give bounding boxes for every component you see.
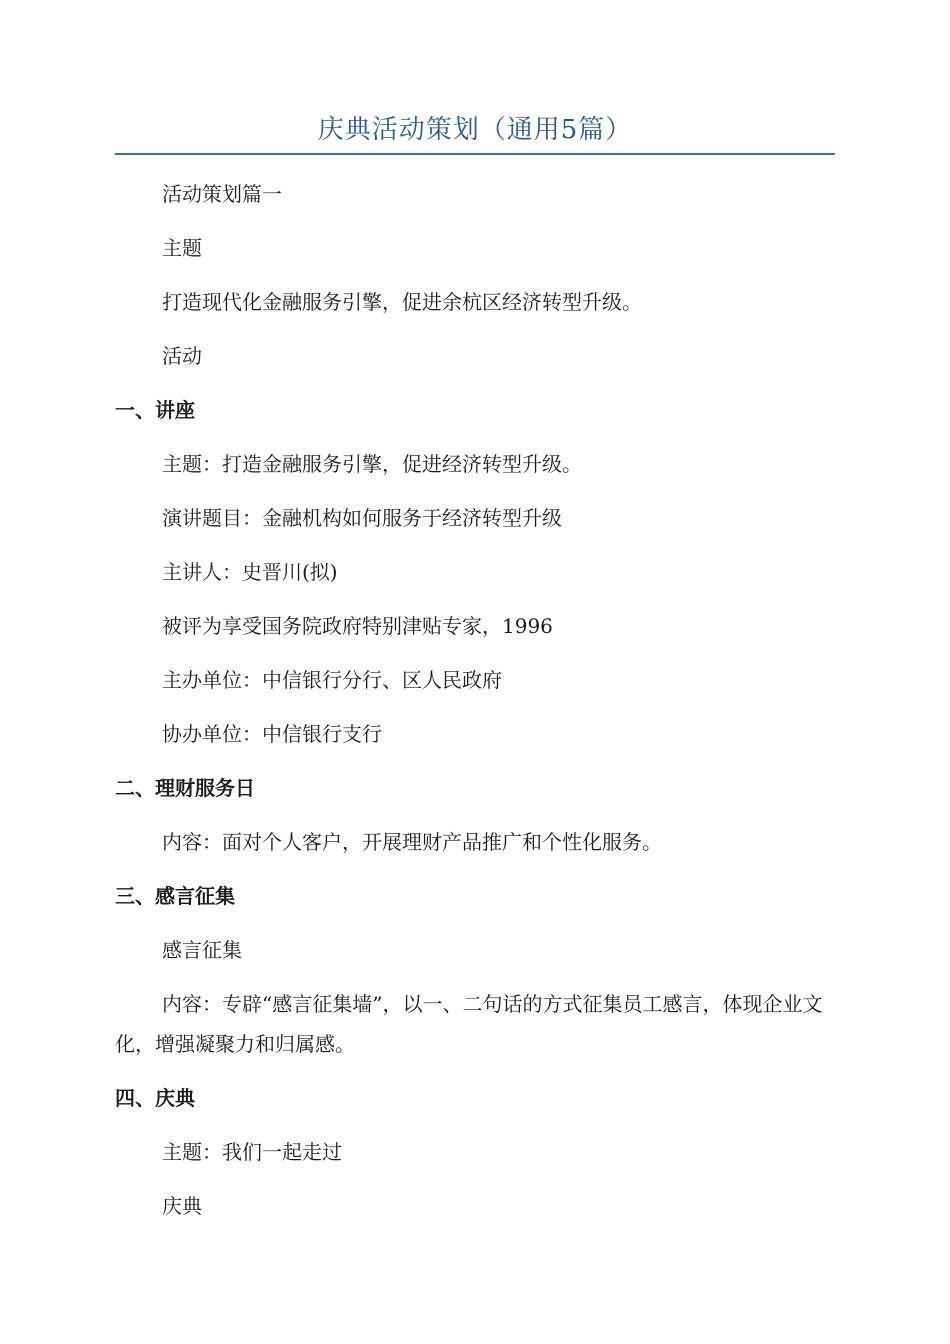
paragraph-celebration-label: 庆典 [162,1194,202,1218]
paragraph-lecture-topic: 演讲题目：金融机构如何服务于经济转型升级 [162,506,562,530]
paragraph-co-organizer: 协办单位：中信银行支行 [162,722,382,746]
heading-testimonials: 三、感言征集 [115,884,235,908]
paragraph-testimonials-content: 内容：专辟“感言征集墙”，以一、二句话的方式征集员工感言，体现企业文化，增强凝聚力和归属感。 [115,992,823,1056]
paragraph-activity-label: 活动 [162,344,202,368]
heading-celebration: 四、庆典 [115,1086,195,1110]
paragraph-lecture-speaker: 主讲人：史晋川(拟) [162,560,338,584]
paragraph-section-label: 活动策划篇一 [162,182,282,206]
heading-lecture: 一、讲座 [115,398,195,422]
paragraph-finance-day-content: 内容：面对个人客户，开展理财产品推广和个性化服务。 [162,830,662,854]
paragraph-lecture-theme: 主题：打造金融服务引擎，促进经济转型升级。 [162,452,582,476]
paragraph-theme-text: 打造现代化金融服务引擎，促进余杭区经济转型升级。 [162,290,642,314]
paragraph-testimonials-label: 感言征集 [162,938,242,962]
heading-finance-day: 二、理财服务日 [115,776,255,800]
paragraph-speaker-honor: 被评为享受国务院政府特别津贴专家，1996 [162,614,553,638]
paragraph-theme-label: 主题 [162,236,202,260]
paragraph-organizer: 主办单位：中信银行分行、区人民政府 [162,668,502,692]
title-underline [115,153,835,155]
document-title: 庆典活动策划（通用5篇） [317,115,633,145]
paragraph-celebration-theme: 主题：我们一起走过 [162,1140,342,1164]
